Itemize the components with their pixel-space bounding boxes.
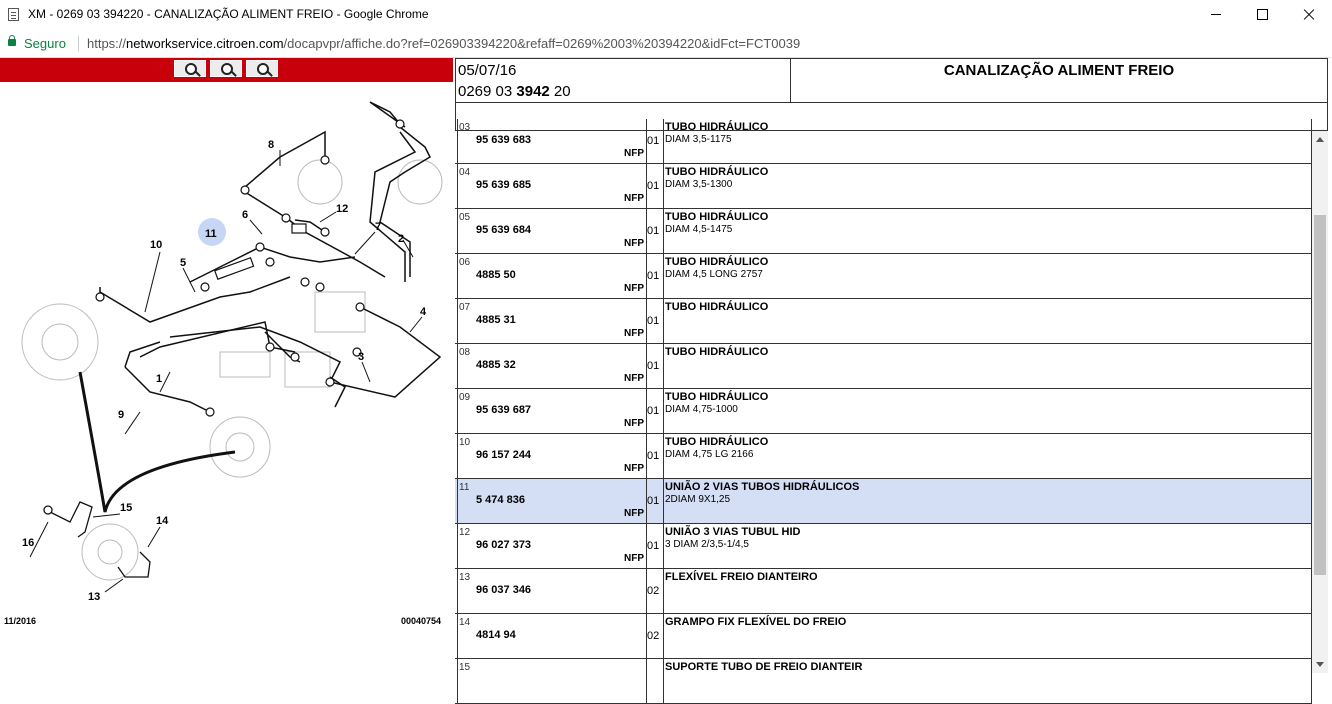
table-row[interactable] bbox=[455, 479, 1312, 524]
part-spec: DIAM 4,75 LG 2166 bbox=[665, 449, 754, 460]
quantity: 01 bbox=[647, 225, 660, 237]
row-index: 08 bbox=[459, 347, 471, 358]
parts-list[interactable] bbox=[455, 121, 1312, 673]
zoom-in-icon bbox=[185, 63, 197, 75]
table-row[interactable] bbox=[455, 569, 1312, 614]
callout[interactable]: 14 bbox=[156, 515, 169, 527]
flex-line bbox=[80, 372, 235, 512]
diagram-pane bbox=[0, 58, 455, 673]
row-index: 14 bbox=[459, 617, 471, 628]
callout[interactable]: 5 bbox=[180, 257, 187, 269]
url-path: /docapvpr/affiche.do?ref=026903394220&refaff=0269%2003%20394220&idFct=FCT0039 bbox=[283, 36, 801, 51]
zoom-out-button[interactable] bbox=[210, 60, 242, 77]
part-number[interactable]: 5 474 836 bbox=[476, 494, 525, 506]
description-cell[interactable] bbox=[663, 254, 1312, 298]
description-cell[interactable] bbox=[663, 209, 1312, 253]
part-number[interactable]: 95 639 685 bbox=[476, 179, 532, 191]
callout[interactable]: 13 bbox=[88, 591, 101, 603]
quantity: 01 bbox=[647, 540, 660, 552]
part-description: TUBO HIDRÁULICO bbox=[665, 436, 769, 448]
row-index: 10 bbox=[459, 437, 471, 448]
quantity: 01 bbox=[647, 450, 660, 462]
description-cell[interactable] bbox=[663, 389, 1312, 433]
quantity: 02 bbox=[647, 630, 660, 642]
part-description: FLEXÍVEL FREIO DIANTEIRO bbox=[665, 571, 818, 583]
part-description: GRAMPO FIX FLEXÍVEL DO FREIO bbox=[665, 616, 847, 628]
part-number-cell[interactable] bbox=[457, 614, 647, 658]
nfp-flag: NFP bbox=[624, 463, 644, 474]
diagram-date: 11/2016 bbox=[4, 616, 37, 626]
part-description: UNIÃO 2 VIAS TUBOS HIDRÁULICOS bbox=[665, 481, 860, 493]
callout[interactable]: 7 bbox=[375, 221, 382, 233]
part-number[interactable]: 96 027 373 bbox=[476, 539, 532, 551]
parts-rows bbox=[455, 119, 1312, 704]
quantity-cell bbox=[646, 344, 664, 388]
description-cell[interactable] bbox=[663, 299, 1312, 343]
row-index: 07 bbox=[459, 302, 471, 313]
table-row[interactable] bbox=[455, 299, 1312, 344]
description-cell[interactable] bbox=[663, 614, 1312, 658]
pan-button[interactable] bbox=[246, 60, 278, 77]
table-row[interactable] bbox=[455, 434, 1312, 479]
address-bar[interactable] bbox=[0, 30, 1331, 58]
table-row[interactable] bbox=[455, 614, 1312, 659]
part-description: TUBO HIDRÁULICO bbox=[665, 391, 769, 403]
part-description: TUBO HIDRÁULICO bbox=[665, 301, 769, 313]
part-description: TUBO HIDRÁULICO bbox=[665, 211, 769, 223]
quantity: 01 bbox=[647, 180, 660, 192]
zoom-out-icon bbox=[221, 63, 233, 75]
scroll-down-icon[interactable] bbox=[1312, 657, 1328, 673]
description-cell[interactable] bbox=[663, 434, 1312, 478]
quantity: 01 bbox=[647, 315, 660, 327]
part-number[interactable]: 4885 32 bbox=[476, 359, 516, 371]
part-number[interactable]: 95 639 684 bbox=[476, 224, 532, 236]
row-index: 05 bbox=[459, 212, 471, 223]
minimize-button[interactable] bbox=[1194, 0, 1240, 30]
part-spec: DIAM 3,5-1175 bbox=[665, 134, 732, 145]
zoom-pan-icon bbox=[257, 63, 269, 75]
window-titlebar bbox=[0, 0, 1331, 30]
header-date: 05/07/16 bbox=[458, 62, 517, 79]
part-number[interactable]: 96 157 244 bbox=[476, 449, 532, 461]
callout[interactable]: 15 bbox=[120, 502, 133, 514]
part-description: SUPORTE TUBO DE FREIO DIANTEIR bbox=[665, 661, 863, 673]
url-text[interactable] bbox=[87, 36, 800, 51]
quantity: 01 bbox=[647, 405, 660, 417]
callout[interactable]: 4 bbox=[420, 306, 427, 318]
part-spec: DIAM 4,5-1475 bbox=[665, 224, 733, 235]
page-icon bbox=[8, 8, 19, 21]
part-number-cell[interactable] bbox=[457, 299, 647, 343]
row-index: 11 bbox=[459, 482, 470, 493]
quantity: 01 bbox=[647, 270, 660, 282]
quantity: 01 bbox=[647, 360, 660, 372]
description-cell[interactable] bbox=[663, 659, 1312, 703]
nfp-flag: NFP bbox=[624, 238, 644, 249]
nfp-flag: NFP bbox=[624, 418, 644, 429]
part-spec: 3 DIAM 2/3,5-1/4,5 bbox=[665, 539, 749, 550]
nfp-flag: NFP bbox=[624, 193, 644, 204]
part-number[interactable]: 4814 94 bbox=[476, 629, 516, 641]
row-index: 04 bbox=[459, 167, 471, 178]
table-row[interactable] bbox=[455, 254, 1312, 299]
callout[interactable]: 1 bbox=[156, 373, 163, 385]
ref-prefix: 0269 03 bbox=[458, 83, 517, 100]
table-row[interactable] bbox=[455, 344, 1312, 389]
row-index: 13 bbox=[459, 572, 471, 583]
leader-lines bbox=[30, 150, 422, 592]
part-number[interactable]: 95 639 683 bbox=[476, 134, 532, 146]
part-spec: DIAM 4,5 LONG 2757 bbox=[665, 269, 763, 280]
nfp-flag: NFP bbox=[624, 373, 644, 384]
quantity-cell bbox=[646, 569, 664, 613]
row-index: 06 bbox=[459, 257, 471, 268]
callout[interactable]: 10 bbox=[150, 239, 163, 251]
callout[interactable]: 6 bbox=[242, 209, 249, 221]
table-row[interactable] bbox=[455, 524, 1312, 569]
window-title: XM - 0269 03 394220 - CANALIZAÇÃO ALIMENT FREIO - Google Chrome bbox=[28, 7, 429, 21]
list-scrollbar[interactable] bbox=[1312, 131, 1328, 673]
quantity-cell bbox=[646, 389, 664, 433]
description-cell[interactable] bbox=[663, 344, 1312, 388]
url-domain: networkservice.citroen.com bbox=[126, 36, 284, 51]
description-cell[interactable] bbox=[663, 479, 1312, 523]
url-scheme: https:// bbox=[87, 36, 127, 51]
part-number[interactable]: 4885 50 bbox=[476, 269, 516, 281]
quantity-cell bbox=[646, 614, 664, 658]
quantity-cell bbox=[646, 659, 664, 703]
quantity: 01 bbox=[647, 135, 660, 147]
quantity-cell bbox=[646, 434, 664, 478]
part-number-cell[interactable] bbox=[457, 569, 647, 613]
callout[interactable]: 9 bbox=[118, 409, 125, 421]
header-info bbox=[456, 59, 791, 102]
part-spec: DIAM 3,5-1300 bbox=[665, 179, 733, 190]
part-description: TUBO HIDRÁULICO bbox=[665, 166, 769, 178]
description-cell[interactable] bbox=[663, 164, 1312, 208]
part-spec: DIAM 4,75-1000 bbox=[665, 404, 738, 415]
part-number-cell[interactable] bbox=[457, 254, 647, 298]
maximize-button[interactable] bbox=[1240, 0, 1286, 30]
nfp-flag: NFP bbox=[624, 553, 644, 564]
part-number[interactable]: 95 639 687 bbox=[476, 404, 532, 416]
part-number-cell[interactable] bbox=[457, 164, 647, 208]
scroll-up-icon[interactable] bbox=[1312, 131, 1328, 147]
part-spec: 2DIAM 9X1,25 bbox=[665, 494, 731, 505]
secure-label[interactable]: Seguro bbox=[24, 36, 66, 51]
callout[interactable]: 3 bbox=[358, 351, 365, 363]
zoom-in-button[interactable] bbox=[174, 60, 206, 77]
quantity-cell bbox=[646, 524, 664, 568]
part-number-cell[interactable] bbox=[457, 344, 647, 388]
part-number-cell[interactable] bbox=[457, 434, 647, 478]
close-button[interactable] bbox=[1286, 0, 1332, 30]
quantity-cell bbox=[646, 254, 664, 298]
part-number-cell[interactable] bbox=[457, 524, 647, 568]
nfp-flag: NFP bbox=[624, 508, 644, 519]
callout[interactable]: 2 bbox=[398, 233, 405, 245]
lock-icon[interactable] bbox=[8, 39, 16, 46]
description-cell[interactable] bbox=[663, 119, 1312, 163]
part-description: UNIÃO 3 VIAS TUBUL HID bbox=[665, 526, 801, 538]
description-cell[interactable] bbox=[663, 569, 1312, 613]
part-number-cell[interactable] bbox=[457, 209, 647, 253]
exploded-parts-diagram[interactable] bbox=[0, 82, 455, 652]
quantity: 01 bbox=[647, 495, 660, 507]
row-index: 12 bbox=[459, 527, 471, 538]
nfp-flag: NFP bbox=[624, 283, 644, 294]
quantity-cell bbox=[646, 119, 664, 163]
page-title: CANALIZAÇÃO ALIMENT FREIO bbox=[943, 62, 1175, 79]
row-index: 03 bbox=[459, 122, 471, 133]
quantity-cell bbox=[646, 209, 664, 253]
part-number[interactable]: 96 037 346 bbox=[476, 584, 532, 596]
quantity: 02 bbox=[647, 585, 660, 597]
callout[interactable]: 16 bbox=[22, 537, 35, 549]
table-row[interactable] bbox=[455, 119, 1312, 164]
description-cell[interactable] bbox=[663, 524, 1312, 568]
header-ref bbox=[458, 83, 571, 100]
part-description: TUBO HIDRÁULICO bbox=[665, 256, 769, 268]
part-number-cell[interactable] bbox=[457, 659, 647, 703]
row-index: 15 bbox=[459, 662, 471, 673]
callout[interactable]: 12 bbox=[336, 203, 349, 215]
table-row[interactable] bbox=[455, 389, 1312, 434]
row-index: 09 bbox=[459, 392, 471, 403]
part-number-cell[interactable] bbox=[457, 479, 647, 523]
part-number[interactable]: 4885 31 bbox=[476, 314, 516, 326]
diagram-ref: 00040754 bbox=[401, 616, 442, 626]
parts-header bbox=[455, 58, 1328, 103]
part-description: TUBO HIDRÁULICO bbox=[665, 121, 769, 133]
diagram-toolbar bbox=[0, 58, 453, 82]
ref-bold: 3942 bbox=[516, 83, 550, 100]
quantity-cell bbox=[646, 164, 664, 208]
table-row[interactable] bbox=[455, 209, 1312, 254]
nfp-flag: NFP bbox=[624, 328, 644, 339]
part-number-cell[interactable] bbox=[457, 389, 647, 433]
callout[interactable]: 8 bbox=[268, 139, 275, 151]
quantity-cell bbox=[646, 299, 664, 343]
scroll-thumb[interactable] bbox=[1314, 215, 1326, 575]
part-description: TUBO HIDRÁULICO bbox=[665, 346, 769, 358]
table-row[interactable] bbox=[455, 659, 1312, 704]
part-number-cell[interactable] bbox=[457, 119, 647, 163]
quantity-cell bbox=[646, 479, 664, 523]
ref-suffix: 20 bbox=[549, 83, 571, 100]
table-row[interactable] bbox=[455, 164, 1312, 209]
nfp-flag: NFP bbox=[624, 148, 644, 159]
address-divider bbox=[78, 36, 79, 51]
callout[interactable]: 11 bbox=[205, 228, 217, 240]
